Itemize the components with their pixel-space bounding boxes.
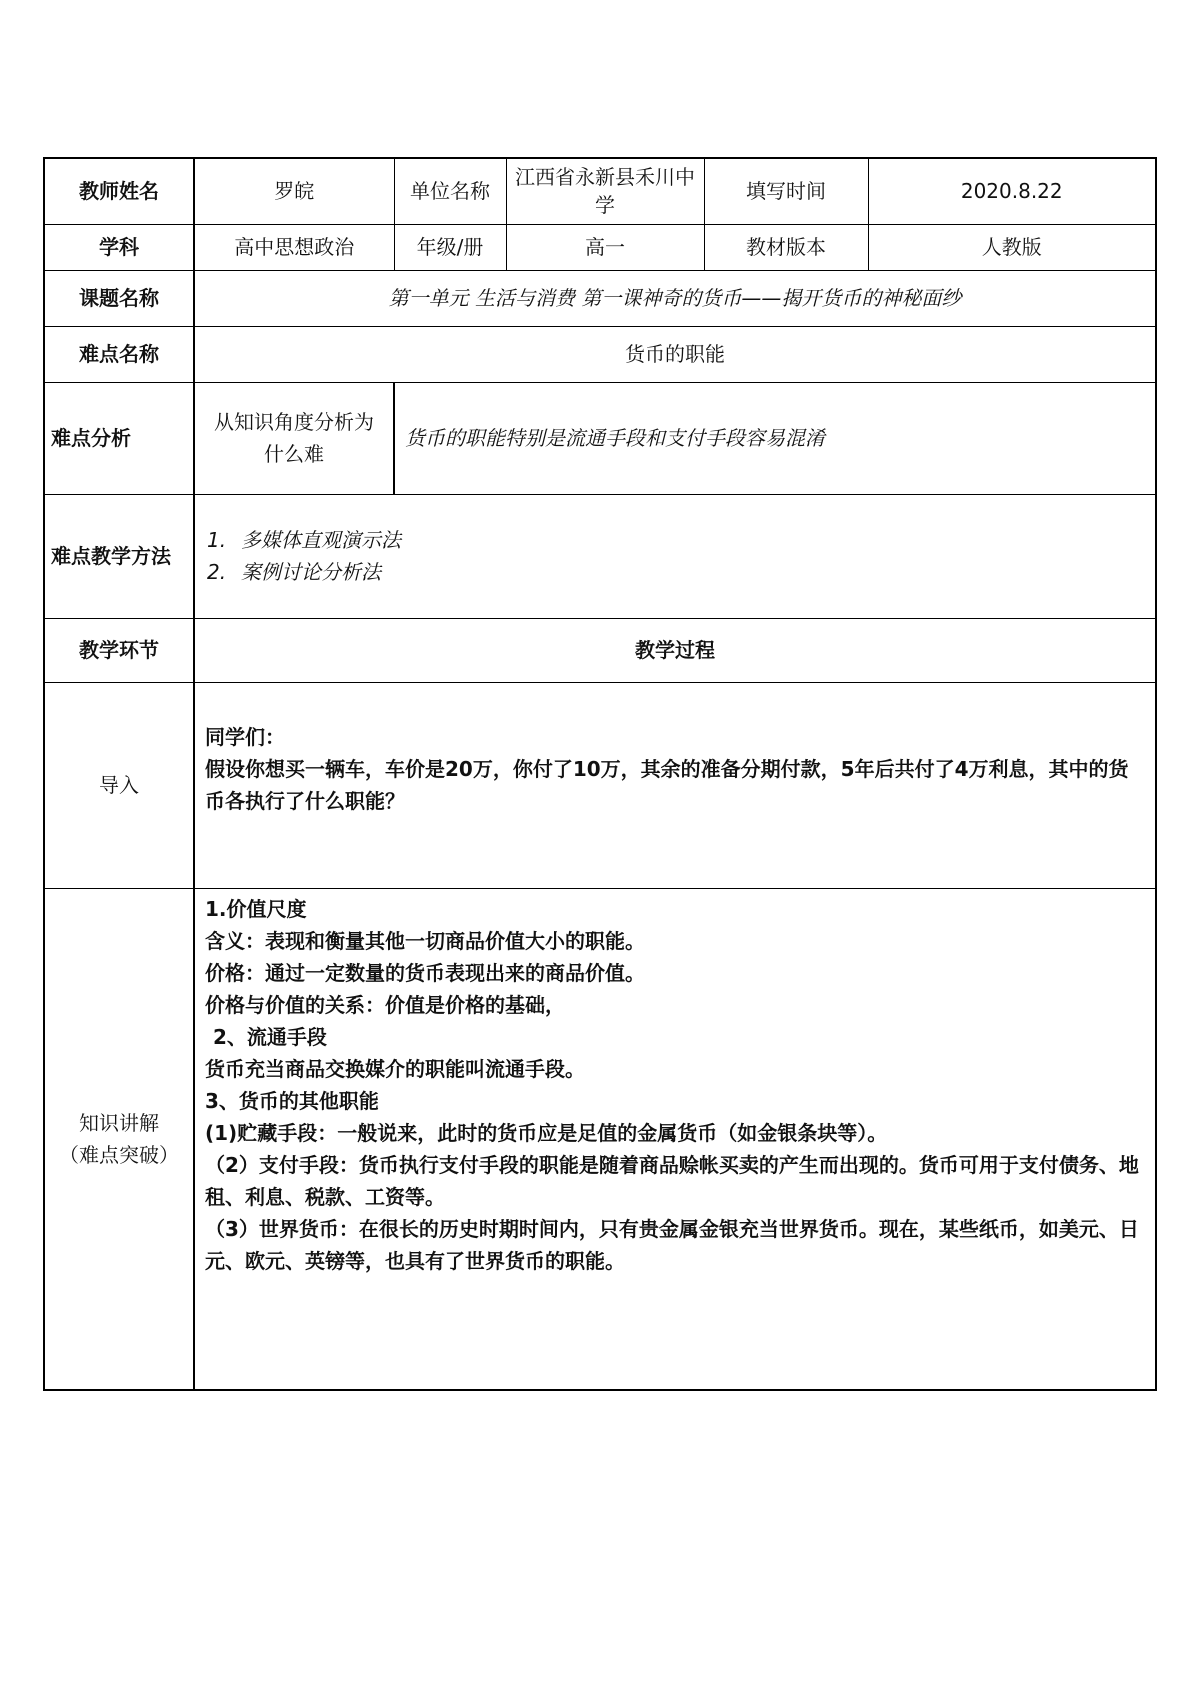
method-item-number: 2. (207, 560, 227, 584)
intro-content (194, 682, 1156, 888)
knowledge-line: （3）世界货币：在很长的历史时期时间内，只有贵金属金银充当世界货币。现在，某些纸币，如美元、日元、欧元、英镑等，也具有了世界货币的职能。 (205, 1216, 1139, 1273)
knowledge-line: （2）支付手段：货币执行支付手段的职能是随着商品赊帐买卖的产生而出现的。货币可用于支付债务、地租、利息、税款、工资等。 (205, 1152, 1139, 1209)
process-label: 教学环节 (44, 618, 194, 682)
row-topic (44, 270, 1156, 326)
knowledge-label-line1: 知识讲解 (79, 1110, 159, 1135)
subject-label: 学科 (44, 224, 194, 270)
method-item (207, 556, 1149, 588)
grade-label: 年级/册 (394, 224, 506, 270)
teacher-label: 教师姓名 (44, 158, 194, 224)
row-process-header (44, 618, 1156, 682)
topic-value: 第一单元 生活与消费 第一课神奇的货币——揭开货币的神秘面纱 (194, 270, 1156, 326)
methods-list (194, 494, 1156, 618)
teacher-value: 罗皖 (194, 158, 394, 224)
knowledge-line: 2、流通手段 (213, 1024, 327, 1049)
intro-greeting: 同学们： (205, 725, 285, 749)
row-intro (44, 682, 1156, 888)
method-item-text: 案例讨论分析法 (241, 560, 381, 584)
subject-value: 高中思想政治 (194, 224, 394, 270)
knowledge-label-line2: （难点突破） (59, 1142, 179, 1167)
spacer (205, 817, 1147, 849)
knowledge-line: 货币充当商品交换媒介的职能叫流通手段。 (205, 1056, 585, 1081)
knowledge-line: 1.价值尺度 (205, 896, 307, 921)
difficulty-label: 难点名称 (44, 326, 194, 382)
row-subject (44, 224, 1156, 270)
date-value: 2020.8.22 (868, 158, 1156, 224)
process-header: 教学过程 (194, 618, 1156, 682)
row-methods (44, 494, 1156, 618)
knowledge-content (194, 888, 1156, 1390)
analysis-label: 难点分析 (44, 382, 194, 494)
difficulty-value: 货币的职能 (194, 326, 1156, 382)
topic-label: 课题名称 (44, 270, 194, 326)
knowledge-line: (1)贮藏手段：一般说来，此时的货币应是足值的金属货币（如金银条块等）。 (205, 1120, 888, 1145)
intro-question: 假设你想买一辆车，车价是20万，你付了10万，其余的准备分期付款，5年后共付了4万利息，其中的货币各执行了什么职能？ (205, 757, 1129, 813)
edition-value: 人教版 (868, 224, 1156, 270)
knowledge-line: 3、货币的其他职能 (205, 1088, 379, 1113)
row-knowledge (44, 888, 1156, 1390)
unit-value: 江西省永新县禾川中学 (506, 158, 704, 224)
edition-label: 教材版本 (704, 224, 868, 270)
date-label: 填写时间 (704, 158, 868, 224)
unit-label: 单位名称 (394, 158, 506, 224)
grade-value: 高一 (506, 224, 704, 270)
row-analysis (44, 382, 1156, 494)
analysis-value: 货币的职能特别是流通手段和支付手段容易混淆 (394, 382, 1156, 494)
method-item-text: 多媒体直观演示法 (241, 528, 401, 552)
lesson-plan-table (43, 157, 1157, 1391)
row-difficulty (44, 326, 1156, 382)
method-item-number: 1. (207, 528, 227, 552)
knowledge-line: 价格：通过一定数量的货币表现出来的商品价值。 (205, 960, 645, 985)
methods-label: 难点教学方法 (44, 494, 194, 618)
knowledge-line: 含义：表现和衡量其他一切商品价值大小的职能。 (205, 928, 645, 953)
knowledge-line: 价格与价值的关系：价值是价格的基础， (205, 992, 565, 1017)
method-item (207, 524, 1149, 556)
row-teacher (44, 158, 1156, 224)
knowledge-label (44, 888, 194, 1390)
intro-label: 导入 (44, 682, 194, 888)
analysis-sub-label: 从知识角度分析为什么难 (194, 382, 394, 494)
